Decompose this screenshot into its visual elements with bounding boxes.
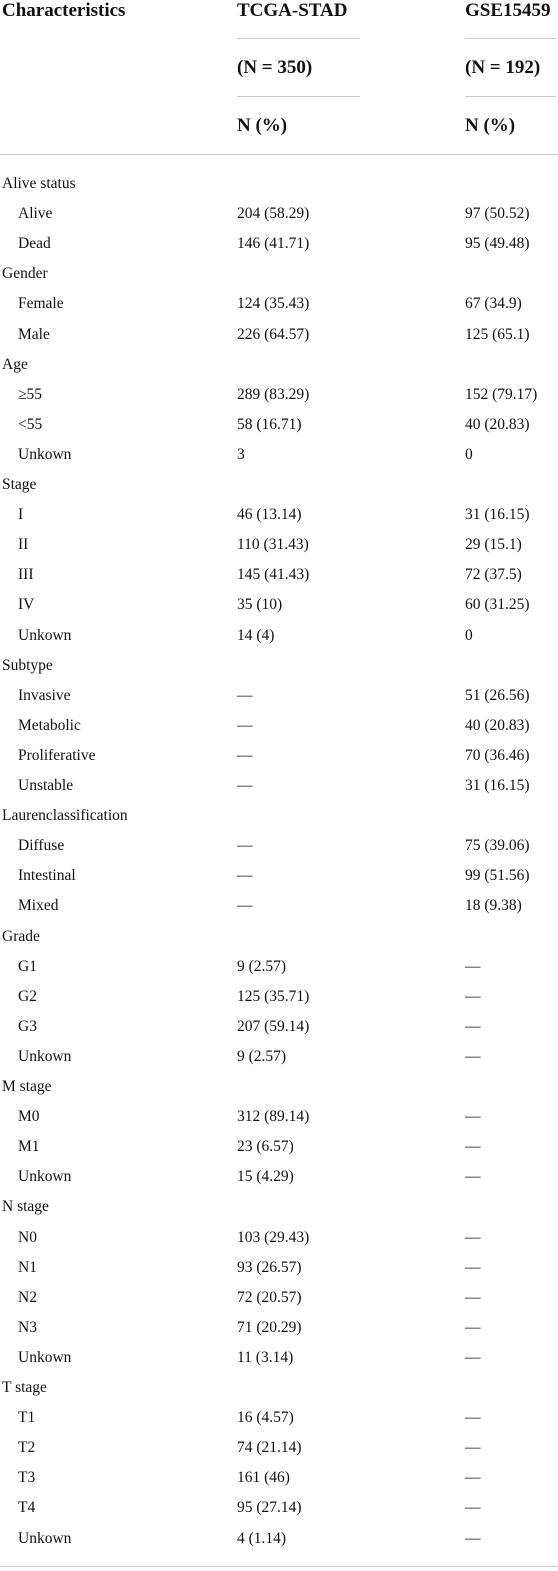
tcga-value: 11 (3.14) (237, 1348, 294, 1366)
gse-value: 31 (16.15) (465, 777, 530, 794)
tcga-value: 93 (26.57) (237, 1258, 302, 1276)
tcga-value: 72 (20.57) (237, 1288, 302, 1306)
header-gse-n: (N = 192) (465, 57, 541, 78)
header-gse-unit: N (%) (465, 115, 516, 136)
header-tcga-title: TCGA-STAD (237, 0, 348, 21)
table-row (0, 1433, 558, 1463)
group-row (0, 1072, 558, 1102)
header-divider-tcga-2 (237, 96, 360, 97)
tcga-value: 124 (35.43) (237, 295, 310, 313)
table-row (0, 711, 558, 741)
gse-value: 51 (26.56) (465, 686, 530, 704)
table-row (0, 1524, 558, 1554)
row-label: T2 (18, 1439, 36, 1457)
group-label: Laurenclassification (2, 807, 128, 825)
row-label: Intestinal (18, 867, 76, 885)
table-row (0, 1463, 558, 1493)
tcga-value: — (237, 777, 253, 794)
table-row (0, 380, 558, 410)
tcga-value: 15 (4.29) (237, 1168, 294, 1186)
tcga-value: 161 (46) (237, 1469, 290, 1487)
row-label: Proliferative (18, 746, 96, 764)
row-label: N3 (18, 1318, 37, 1336)
gse-value: 125 (65.1) (465, 325, 530, 343)
group-row (0, 1373, 558, 1403)
table-row (0, 199, 558, 229)
header-characteristics: Characteristics (2, 0, 126, 21)
group-row (0, 922, 558, 952)
gse-value: 67 (34.9) (465, 295, 522, 313)
row-label: N2 (18, 1288, 37, 1306)
tcga-value: 103 (29.43) (237, 1228, 310, 1246)
tcga-value: 226 (64.57) (237, 325, 310, 343)
tcga-value: 46 (13.14) (237, 506, 302, 524)
tcga-value: 71 (20.29) (237, 1318, 302, 1336)
tcga-value: 3 (237, 445, 245, 463)
row-label: T4 (18, 1499, 36, 1517)
gse-value: — (465, 1047, 481, 1065)
row-label: ≥55 (18, 385, 43, 403)
tcga-value: 74 (21.14) (237, 1439, 302, 1457)
table-row (0, 982, 558, 1012)
gse-value: 99 (51.56) (465, 867, 530, 885)
header-gse-title: GSE15459 (465, 0, 551, 21)
gse-value: — (465, 1017, 481, 1035)
tcga-value: 207 (59.14) (237, 1017, 310, 1035)
gse-value: 97 (50.52) (465, 205, 530, 223)
tcga-value: 204 (58.29) (237, 205, 310, 223)
row-label: I (18, 506, 24, 524)
header-tcga-unit: N (%) (237, 115, 288, 136)
table-row (0, 500, 558, 530)
header-divider-gse-2 (465, 96, 556, 97)
table-row (0, 440, 558, 470)
group-row (0, 350, 558, 380)
gse-value: — (465, 957, 481, 975)
tcga-value: — (237, 716, 253, 734)
tcga-value: 23 (6.57) (237, 1138, 294, 1156)
group-row (0, 169, 558, 199)
row-label: II (18, 536, 29, 554)
tcga-value: 58 (16.71) (237, 415, 302, 433)
header-bottom-rule (0, 154, 558, 155)
gse-value: — (465, 1348, 481, 1366)
row-label: Male (18, 325, 50, 343)
table-row (0, 741, 558, 771)
tcga-value: — (237, 686, 253, 704)
group-label: Grade (2, 927, 40, 945)
row-label: Unkown (18, 1529, 72, 1547)
gse-value: — (465, 1168, 481, 1186)
table-row (0, 831, 558, 861)
row-label: III (18, 566, 34, 584)
gse-value: 72 (37.5) (465, 566, 522, 584)
row-label: Diffuse (18, 837, 65, 855)
tcga-value: — (237, 837, 253, 855)
gse-value: 152 (79.17) (465, 385, 538, 403)
gse-value: — (465, 1288, 481, 1306)
table-row (0, 1102, 558, 1132)
gse-value: — (465, 1258, 481, 1276)
row-label: Alive (18, 205, 53, 223)
table-row (0, 229, 558, 259)
table-row (0, 410, 558, 440)
gse-value: — (465, 987, 481, 1005)
gse-value: — (465, 1529, 481, 1547)
tcga-value: 16 (4.57) (237, 1409, 294, 1427)
group-row (0, 1192, 558, 1222)
group-label: Subtype (2, 656, 53, 674)
group-label: M stage (2, 1078, 52, 1095)
table-row (0, 289, 558, 319)
row-label: <55 (18, 415, 43, 433)
tcga-value: 9 (2.57) (237, 957, 287, 975)
table-row (0, 1403, 558, 1433)
group-label: Gender (2, 265, 48, 283)
group-label: T stage (2, 1379, 47, 1396)
table-row (0, 1132, 558, 1162)
row-label: G1 (18, 957, 37, 975)
row-label: Female (18, 295, 64, 313)
row-label: Metabolic (18, 716, 81, 734)
tcga-value: 14 (4) (237, 626, 275, 644)
table-row (0, 891, 558, 921)
group-row (0, 651, 558, 681)
table-row (0, 861, 558, 891)
tcga-value: 145 (41.43) (237, 566, 310, 584)
table-row (0, 681, 558, 711)
row-label: Invasive (18, 686, 71, 704)
table-row (0, 590, 558, 620)
row-label: N1 (18, 1258, 37, 1276)
row-label: T3 (18, 1469, 36, 1487)
row-label: Unkown (18, 445, 72, 463)
row-label: Dead (18, 235, 51, 253)
row-label: N0 (18, 1228, 37, 1246)
header-divider-tcga-1 (237, 38, 360, 39)
gse-value: — (465, 1318, 481, 1336)
tcga-value: 95 (27.14) (237, 1499, 302, 1517)
gse-value: — (465, 1469, 481, 1487)
header-tcga-n: (N = 350) (237, 57, 313, 78)
tcga-value: 125 (35.71) (237, 987, 310, 1005)
gse-value: 75 (39.06) (465, 837, 530, 855)
gse-value: 95 (49.48) (465, 235, 530, 253)
table-row (0, 1493, 558, 1523)
tcga-value: 146 (41.71) (237, 235, 310, 253)
group-label: N stage (2, 1198, 49, 1216)
row-label: Unkown (18, 1348, 72, 1366)
table-row (0, 1313, 558, 1343)
gse-value: 70 (36.46) (465, 746, 530, 764)
gse-value: 31 (16.15) (465, 506, 530, 524)
tcga-value: 9 (2.57) (237, 1047, 287, 1065)
table-row (0, 1162, 558, 1192)
gse-value: 0 (465, 445, 473, 463)
gse-value: 0 (465, 626, 473, 644)
row-label: T1 (18, 1409, 36, 1427)
row-label: IV (18, 596, 35, 614)
table-row (0, 1223, 558, 1253)
gse-value: 40 (20.83) (465, 415, 530, 433)
gse-value: — (465, 1228, 481, 1246)
tcga-value: 35 (10) (237, 596, 283, 614)
table-row (0, 1253, 558, 1283)
row-label: M0 (18, 1108, 40, 1126)
table-row (0, 320, 558, 350)
gse-value: — (465, 1138, 481, 1156)
header-divider-gse-1 (465, 38, 556, 39)
row-label: Unkown (18, 626, 72, 644)
row-label: Mixed (18, 897, 59, 915)
gse-value: 18 (9.38) (465, 897, 522, 915)
table-bottom-rule (0, 1566, 558, 1567)
gse-value: 29 (15.1) (465, 536, 522, 554)
table-row (0, 1042, 558, 1072)
gse-value: — (465, 1499, 481, 1517)
tcga-value: 4 (1.14) (237, 1529, 287, 1547)
tcga-value: — (237, 746, 253, 764)
gse-value: 40 (20.83) (465, 716, 530, 734)
row-label: Unstable (18, 777, 74, 794)
table-row (0, 952, 558, 982)
gse-value: 60 (31.25) (465, 596, 530, 614)
group-row (0, 259, 558, 289)
group-label: Age (2, 355, 28, 373)
gse-value: — (465, 1409, 481, 1427)
group-label: Alive status (2, 175, 76, 192)
table-row (0, 1343, 558, 1373)
table-row (0, 1012, 558, 1042)
table-row (0, 1283, 558, 1313)
row-label: Unkown (18, 1047, 72, 1065)
table-row (0, 771, 558, 801)
gse-value: — (465, 1108, 481, 1126)
tcga-value: — (237, 867, 253, 885)
row-label: M1 (18, 1138, 40, 1156)
group-label: Stage (2, 476, 37, 493)
gse-value: — (465, 1439, 481, 1457)
tcga-value: 312 (89.14) (237, 1108, 310, 1126)
table-row (0, 621, 558, 651)
tcga-value: 289 (83.29) (237, 385, 310, 403)
group-row (0, 470, 558, 500)
group-row (0, 801, 558, 831)
tcga-value: — (237, 897, 253, 915)
row-label: G3 (18, 1017, 37, 1035)
row-label: Unkown (18, 1168, 72, 1186)
table-row (0, 560, 558, 590)
tcga-value: 110 (31.43) (237, 536, 309, 554)
row-label: G2 (18, 987, 37, 1005)
table-row (0, 530, 558, 560)
